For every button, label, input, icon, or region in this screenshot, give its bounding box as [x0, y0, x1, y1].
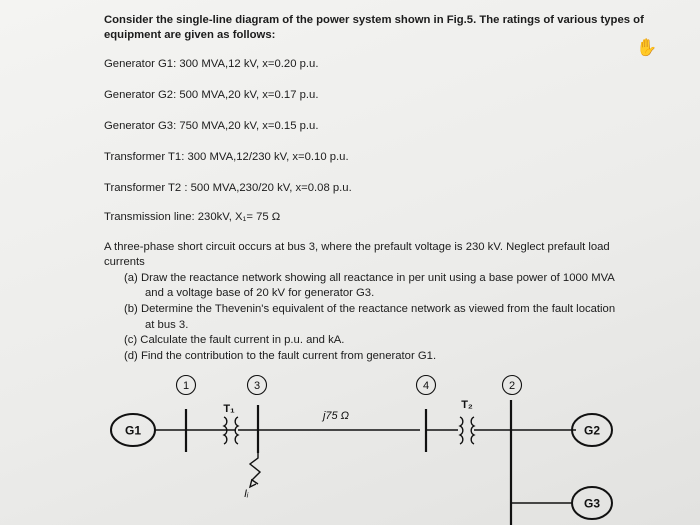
transformer-t2-label: T₂ — [461, 399, 473, 411]
bus-4-label: 4 — [422, 380, 430, 392]
line-impedance-label: j75 Ω — [322, 410, 350, 422]
transformer-t1 — [223, 403, 238, 444]
rating-transmission-line: Transmission line: 230kV, X₁= 75 Ω — [104, 211, 281, 223]
bus-4-marker — [417, 376, 436, 395]
transformer-t1-label: T₁ — [223, 403, 235, 415]
problem-line-1: A three-phase short circuit occurs at bus 3, where the prefault voltage is 230 kV. Neglect prefault load — [104, 241, 610, 253]
rating-generator-g1: Generator G1: 300 MVA,12 kV, x=0.20 p.u. — [104, 58, 319, 70]
intro-line-1: Consider the single-line diagram of the power system shown in Fig.5. The ratings of various types of — [104, 14, 644, 26]
hand-pointer-icon[interactable]: ✋ — [636, 38, 658, 58]
question-a-line-2: and a voltage base of 20 kV for generator G3. — [145, 287, 375, 299]
problem-line-2: currents — [104, 256, 145, 268]
rating-generator-g2: Generator G2: 500 MVA,20 kV, x=0.17 p.u. — [104, 89, 319, 101]
generator-g3-label: G3 — [583, 496, 601, 511]
rating-generator-g3: Generator G3: 750 MVA,20 kV, x=0.15 p.u. — [104, 120, 319, 132]
fault-current-label: Iᵢ — [244, 488, 249, 500]
bus-1-label: 1 — [182, 380, 190, 392]
generator-g3 — [572, 487, 612, 519]
bus-2-marker — [503, 376, 522, 395]
bus-2-label: 2 — [508, 380, 516, 392]
question-c: (c) Calculate the fault current in p.u. and kA. — [124, 334, 345, 346]
generator-g1 — [111, 414, 155, 446]
question-b-line-2: at bus 3. — [145, 319, 189, 331]
generator-g1-label: G1 — [124, 423, 142, 438]
bus-3-label: 3 — [253, 380, 261, 392]
rating-transformer-t2: Transformer T2 : 500 MVA,230/20 kV, x=0.08 p.u. — [104, 182, 352, 194]
rating-transformer-t1: Transformer T1: 300 MVA,12/230 kV, x=0.10 p.u. — [104, 151, 349, 163]
bus-3-marker — [248, 376, 267, 395]
bus-1-marker — [177, 376, 196, 395]
fault-lightning-icon — [250, 453, 260, 487]
generator-g2-label: G2 — [583, 423, 601, 438]
question-a-line-1: (a) Draw the reactance network showing all reactance in per unit using a base power of 1000 MVA — [124, 272, 615, 284]
transformer-t2 — [460, 399, 474, 444]
question-d: (d) Find the contribution to the fault current from generator G1. — [124, 350, 437, 362]
generator-g2 — [572, 414, 612, 446]
intro-line-2: equipment are given as follows: — [104, 29, 276, 41]
question-b-line-1: (b) Determine the Thevenin's equivalent of the reactance network as viewed from the fault location — [124, 303, 616, 315]
